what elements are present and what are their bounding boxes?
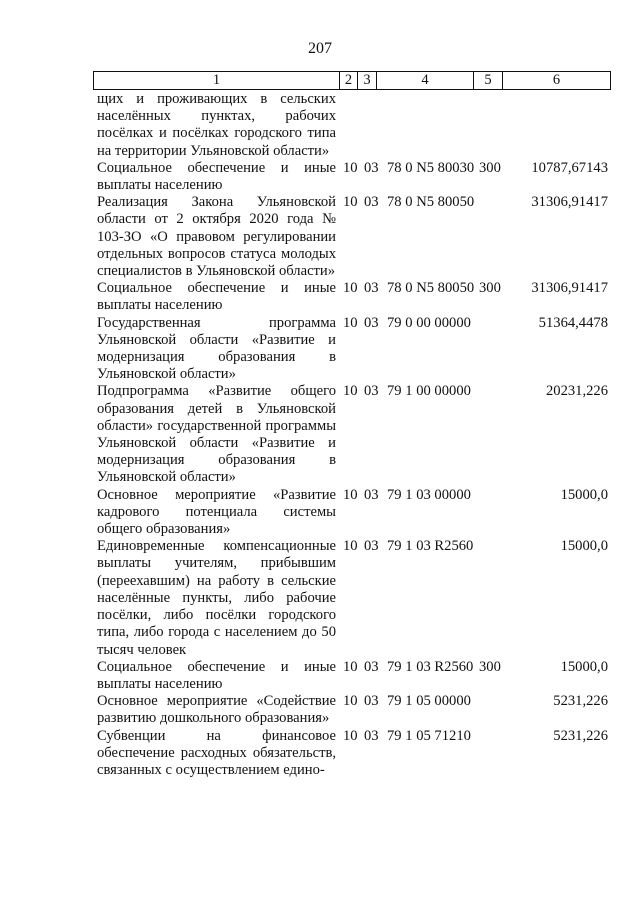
table-row <box>0 194 640 280</box>
table-row <box>0 728 640 780</box>
row-subsection: 03 <box>364 538 379 555</box>
row-name: Подпрограмма «Развитие общего образования детей в Ульяновской области» государственной программы Ульяновской области «Развитие и модернизация образования в Ульяновской области» <box>97 383 336 486</box>
budget-table-body <box>0 91 640 779</box>
row-section: 10 <box>343 658 358 675</box>
row-amount: 31306,91417 <box>531 280 608 297</box>
row-amount: 31306,91417 <box>531 194 608 211</box>
row-target-code: 79 1 03 00000 <box>387 486 471 503</box>
row-amount: 51364,4478 <box>538 314 608 331</box>
row-name: Реализация Закона Ульяновской области от 2 октября 2020 года № 103-ЗО «О правовом регулировании отдельных вопросов статуса молодых специалистов в Ульяновской области» <box>97 194 336 280</box>
table-header <box>93 71 611 90</box>
row-subsection: 03 <box>364 159 379 176</box>
row-name: Социальное обеспечение и иные выплаты населению <box>97 658 336 692</box>
row-amount: 10787,67143 <box>531 159 608 176</box>
row-expense-type: 300 <box>479 658 501 675</box>
row-target-code: 78 0 N5 80050 <box>387 280 475 297</box>
row-section: 10 <box>343 693 358 710</box>
row-target-code: 79 1 03 R2560 <box>387 658 474 675</box>
row-subsection: 03 <box>364 658 379 675</box>
row-target-code: 79 1 05 71210 <box>387 727 471 744</box>
row-target-code: 79 1 00 00000 <box>387 383 471 400</box>
row-name: щих и проживающих в сельских населённых пунктах, рабочих посёлках и посёлках городского типа на территории Ульяновской области» <box>97 91 336 159</box>
row-section: 10 <box>343 159 358 176</box>
row-section: 10 <box>343 727 358 744</box>
row-subsection: 03 <box>364 314 379 331</box>
header-col-6: 6 <box>552 72 561 88</box>
row-name: Основное мероприятие «Содействие развитию дошкольного образования» <box>97 693 336 727</box>
header-col-1: 1 <box>94 72 340 89</box>
row-section: 10 <box>343 194 358 211</box>
row-name: Социальное обеспечение и иные выплаты населению <box>97 280 336 314</box>
row-target-code: 78 0 N5 80030 <box>387 159 475 176</box>
row-target-code: 79 1 05 00000 <box>387 693 471 710</box>
header-col-3: 3 <box>358 72 377 89</box>
row-expense-type: 300 <box>479 159 501 176</box>
table-row <box>0 280 640 314</box>
row-name: Единовременные компенсационные выплаты учителям, прибывшим (переехавшим) на работу в сельские населённые пункты, либо рабочие посёлки, либо посёлки городского типа, либо города с населением до 50 тысяч человек <box>97 538 336 658</box>
header-col-5: 5 <box>474 72 503 89</box>
row-target-code: 79 0 00 00000 <box>387 314 471 331</box>
table-row <box>0 693 640 727</box>
row-subsection: 03 <box>364 486 379 503</box>
row-section: 10 <box>343 383 358 400</box>
table-row <box>0 538 640 658</box>
row-name: Социальное обеспечение и иные выплаты населению <box>97 159 336 194</box>
row-amount: 5231,226 <box>553 727 608 744</box>
row-target-code: 78 0 N5 80050 <box>387 194 475 211</box>
row-amount: 20231,226 <box>545 383 608 400</box>
table-row <box>0 659 640 693</box>
table-row <box>0 383 640 486</box>
row-subsection: 03 <box>364 727 379 744</box>
row-name: Основное мероприятие «Развитие кадрового потенциала системы общего образования» <box>97 486 336 538</box>
row-subsection: 03 <box>364 383 379 400</box>
row-amount: 5231,226 <box>553 693 608 710</box>
table-row <box>0 487 640 539</box>
row-amount: 15000,0 <box>560 486 608 503</box>
row-section: 10 <box>343 314 358 331</box>
row-amount: 15000,0 <box>560 658 608 675</box>
row-name: Государственная программа Ульяновской области «Развитие и модернизация образования в Ульяновской области» <box>97 314 336 383</box>
header-col-2: 2 <box>340 72 358 89</box>
row-section: 10 <box>343 486 358 503</box>
row-subsection: 03 <box>364 194 379 211</box>
row-section: 10 <box>343 280 358 297</box>
row-subsection: 03 <box>364 280 379 297</box>
header-col-4: 4 <box>377 72 474 89</box>
row-target-code: 79 1 03 R2560 <box>387 538 474 555</box>
row-name: Субвенции на финансовое обеспечение расходных обязательств, связанных с осуществлением едино- <box>97 727 336 778</box>
page-number: 207 <box>308 40 332 57</box>
table-row <box>0 315 640 384</box>
table-row <box>0 160 640 194</box>
row-section: 10 <box>343 538 358 555</box>
row-amount: 15000,0 <box>560 538 608 555</box>
table-row <box>0 91 640 160</box>
row-expense-type: 300 <box>479 280 501 297</box>
row-subsection: 03 <box>364 693 379 710</box>
